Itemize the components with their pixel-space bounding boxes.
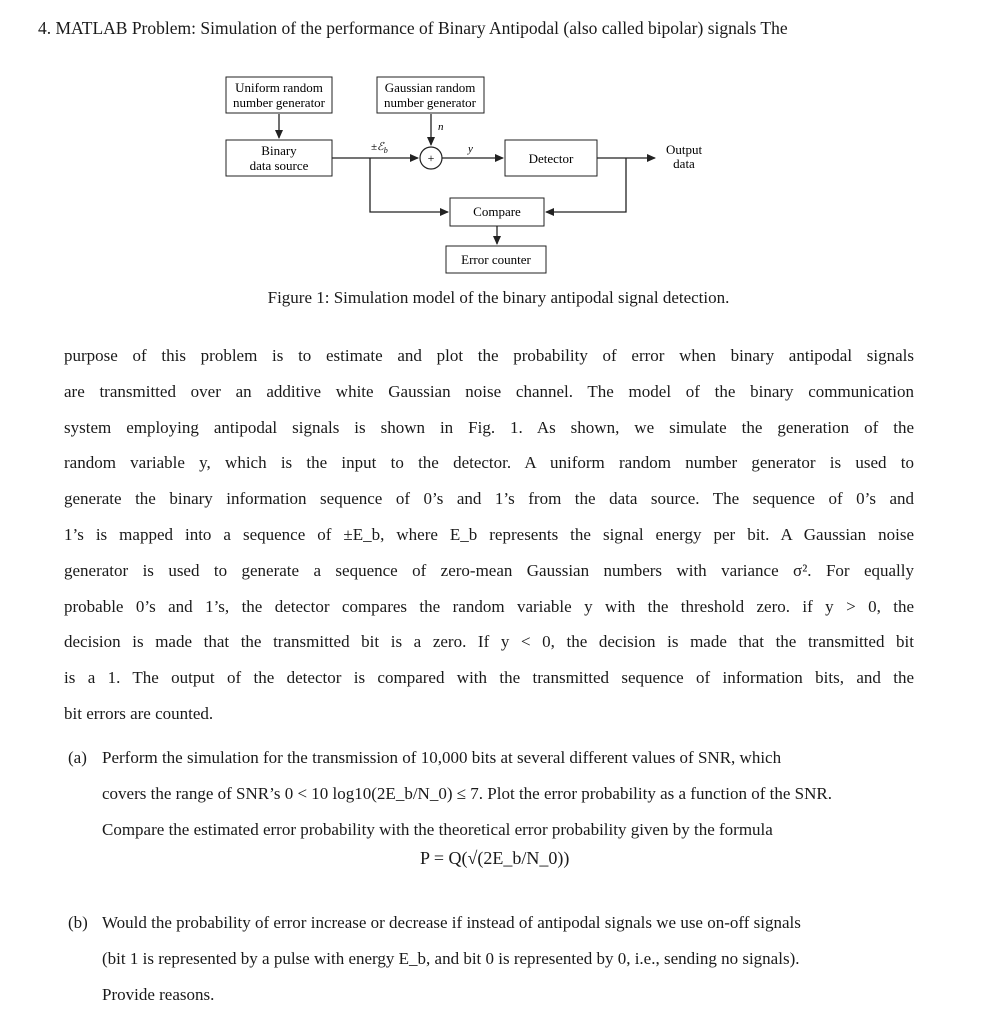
paragraph-line: probable 0’s and 1’s, the detector compares the random variable y with the threshold zero. if y > 0, the: [64, 596, 914, 616]
output-label-1: Output: [665, 142, 703, 157]
paragraph-line: are transmitted over an additive white Gaussian noise channel. The model of the binary communication: [64, 381, 914, 401]
uniform-gen-label-1: Uniform random: [235, 80, 323, 95]
uniform-random-generator-box: [226, 77, 332, 113]
part-a-line: Perform the simulation for the transmission of 10,000 bits at several different values of SNR, which: [102, 748, 782, 767]
figure-caption: Figure 1: Simulation model of the binary antipodal signal detection.: [267, 288, 730, 307]
paragraph-line: generate the binary information sequence of 0’s and 1’s from the data source. The sequence of 0’s and: [64, 489, 914, 509]
output-label-2: data: [673, 156, 695, 171]
error-counter-label: Error counter: [461, 252, 531, 267]
paragraph-line: system employing antipodal signals is shown in Fig. 1. As shown, we simulate the generation of the: [64, 417, 914, 437]
paragraph-line: 1’s is mapped into a sequence of ±E_b, where E_b represents the signal energy per bit. A Gaussian noise: [64, 524, 914, 544]
block-diagram: [0, 0, 997, 285]
binary-source-label-1: Binary: [261, 143, 297, 158]
uniform-gen-label-2: number generator: [232, 95, 326, 110]
part-b-line: (bit 1 is represented by a pulse with energy E_b, and bit 0 is represented by 0, i.e., sending no signals).: [102, 949, 800, 968]
part-b-row: [68, 905, 914, 941]
part-a-line: Compare the estimated error probability with the theoretical error probability given by the formula: [102, 820, 773, 839]
paragraph-line: decision is made that the transmitted bit is a zero. If y < 0, the decision is made that the transmitted bit: [64, 632, 914, 652]
binary-source-label-2: data source: [249, 158, 309, 173]
detector-label: Detector: [528, 151, 574, 166]
compare-box: [450, 198, 544, 226]
error-counter-box: [446, 246, 546, 273]
paragraph-line: bit errors are counted.: [64, 703, 214, 723]
problem-heading: 4. MATLAB Problem: Simulation of the performance of Binary Antipodal (also called bipolar) signals The: [38, 18, 788, 38]
error-probability-formula: P = Q(√(2E_b/N_0)): [420, 848, 570, 868]
part-a-row: [68, 776, 914, 812]
part-a-row: [68, 812, 914, 848]
gaussian-gen-label-2: number generator: [383, 95, 477, 110]
part-b-line: Would the probability of error increase or decrease if instead of antipodal signals we use on-off signals: [102, 913, 801, 932]
adder-circle: [420, 147, 442, 169]
detector-box: [505, 140, 597, 176]
gaussian-random-generator-box: [377, 77, 484, 113]
adder-symbol: +: [427, 151, 435, 165]
paragraph-line: random variable y, which is the input to the detector. A uniform random number generator is used to: [64, 453, 914, 473]
noise-label: n: [438, 121, 444, 133]
part-b-label: (b): [68, 913, 88, 932]
signal-y-label: y: [468, 143, 473, 155]
part-b-line: Provide reasons.: [102, 985, 215, 1004]
problem-paragraph: [64, 338, 914, 732]
paragraph-line: is a 1. The output of the detector is compared with the transmitted sequence of information bits, and the: [64, 668, 914, 688]
paragraph-line: generator is used to generate a sequence of zero-mean Gaussian numbers with variance σ². For equally: [64, 560, 914, 580]
part-a-line: covers the range of SNR’s 0 < 10 log10(2E_b/N_0) ≤ 7. Plot the error probability as a function of the SNR.: [102, 784, 832, 803]
compare-label: Compare: [473, 204, 521, 219]
part-b-row: [68, 941, 914, 977]
gaussian-gen-label-1: Gaussian random: [384, 80, 476, 95]
paragraph-line: purpose of this problem is to estimate and plot the probability of error when binary antipodal signals: [64, 346, 914, 365]
part-a: [68, 740, 914, 848]
part-b-row: [68, 977, 914, 1013]
part-a-label: (a): [68, 748, 87, 767]
energy-label: ±ℰ$_b$: [371, 141, 388, 155]
part-a-row: [68, 740, 914, 776]
part-b: [68, 905, 914, 1013]
binary-data-source-box: [226, 140, 332, 176]
